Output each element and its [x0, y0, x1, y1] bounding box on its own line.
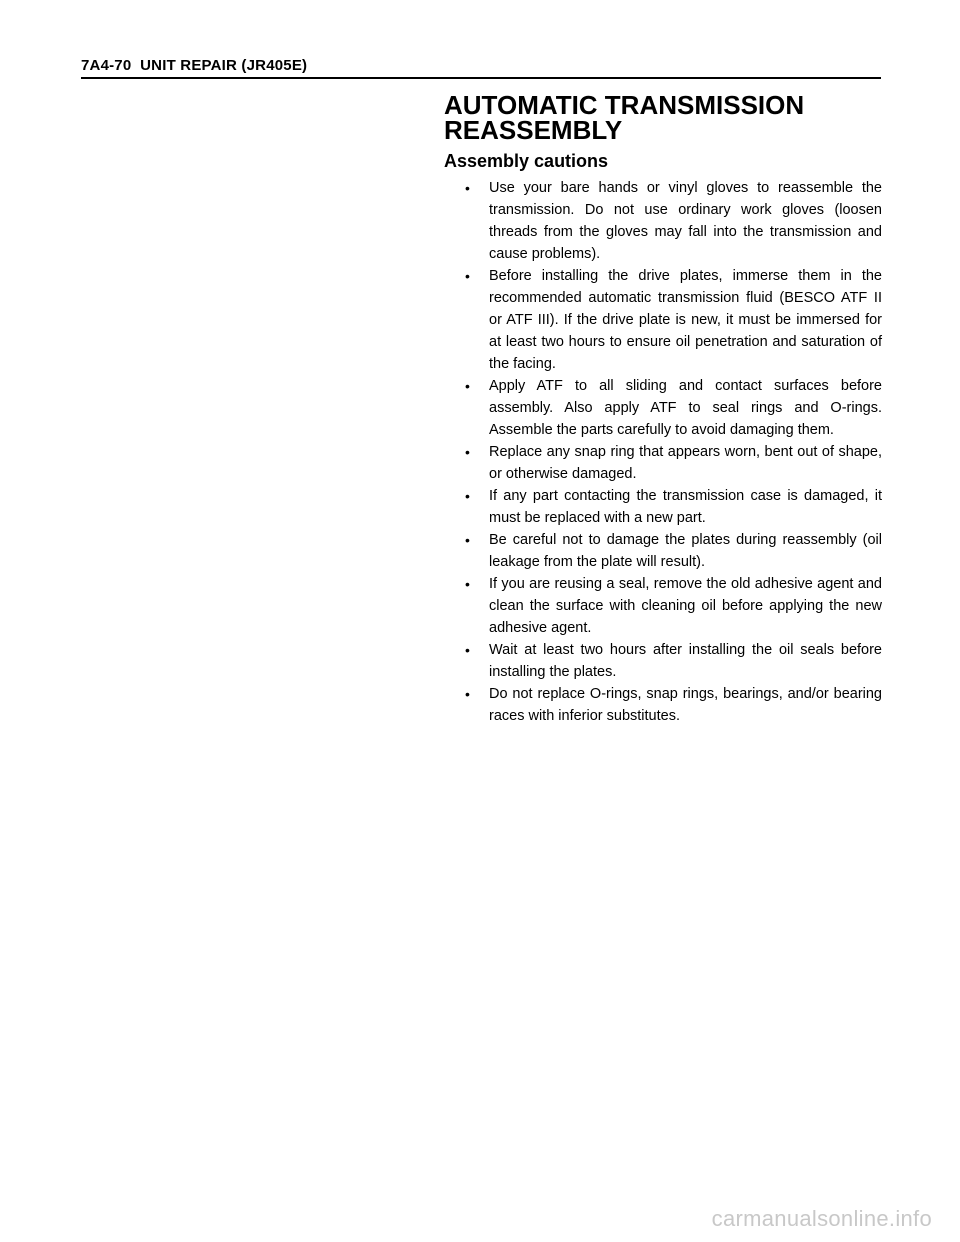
bullet-icon: •	[465, 488, 470, 504]
list-item	[444, 573, 882, 639]
bullet-icon: •	[465, 180, 470, 196]
cautions-list	[444, 177, 882, 727]
bullet-icon: •	[465, 378, 470, 394]
list-item-text: Apply ATF to all sliding and contact surfaces before assembly. Also apply ATF to seal rings and O-rings. Assemble the parts carefully to avoid damaging them.	[489, 378, 882, 438]
list-item	[444, 683, 882, 727]
bullet-icon: •	[465, 444, 470, 460]
list-item	[444, 639, 882, 683]
list-item-text: If you are reusing a seal, remove the old adhesive agent and clean the surface with cleaning oil before applying the new adhesive agent.	[489, 576, 882, 636]
section-title	[444, 90, 882, 145]
list-item-text: Do not replace O-rings, snap rings, bearings, and/or bearing races with inferior substitutes.	[489, 686, 882, 724]
list-item-text: Be careful not to damage the plates during reassembly (oil leakage from the plate will result).	[489, 532, 882, 570]
list-item-text: Use your bare hands or vinyl gloves to reassemble the transmission. Do not use ordinary work gloves (loosen threads from the gloves may fall into the transmission and cause problems).	[489, 180, 882, 262]
bullet-icon: •	[465, 532, 470, 548]
list-item-text: Wait at least two hours after installing the oil seals before installing the plates.	[489, 642, 882, 680]
watermark: carmanualsonline.info	[711, 1206, 932, 1231]
list-item	[444, 529, 882, 573]
main-content	[444, 90, 882, 727]
list-item-text: Replace any snap ring that appears worn, bent out of shape, or otherwise damaged.	[489, 444, 882, 482]
list-item-text: Before installing the drive plates, immerse them in the recommended automatic transmission fluid (BESCO ATF II or ATF III). If the drive plate is new, it must be immersed for at least two hours to ensure oil penetration and saturation of the facing.	[489, 268, 882, 372]
bullet-icon: •	[465, 686, 470, 702]
section-title-line-1: AUTOMATIC TRANSMISSION	[444, 90, 805, 120]
list-item	[444, 375, 882, 441]
list-item	[444, 177, 882, 265]
list-item	[444, 441, 882, 485]
list-item-text: If any part contacting the transmission case is damaged, it must be replaced with a new part.	[489, 488, 882, 526]
bullet-icon: •	[465, 576, 470, 592]
page-header-text: 7A4-70 UNIT REPAIR (JR405E)	[81, 57, 308, 74]
page-header	[81, 55, 881, 79]
bullet-icon: •	[465, 642, 470, 658]
list-item	[444, 265, 882, 375]
list-item	[444, 485, 882, 529]
subsection-title: Assembly cautions	[444, 151, 609, 171]
section-title-line-2: REASSEMBLY	[444, 115, 623, 145]
bullet-icon: •	[465, 268, 470, 284]
